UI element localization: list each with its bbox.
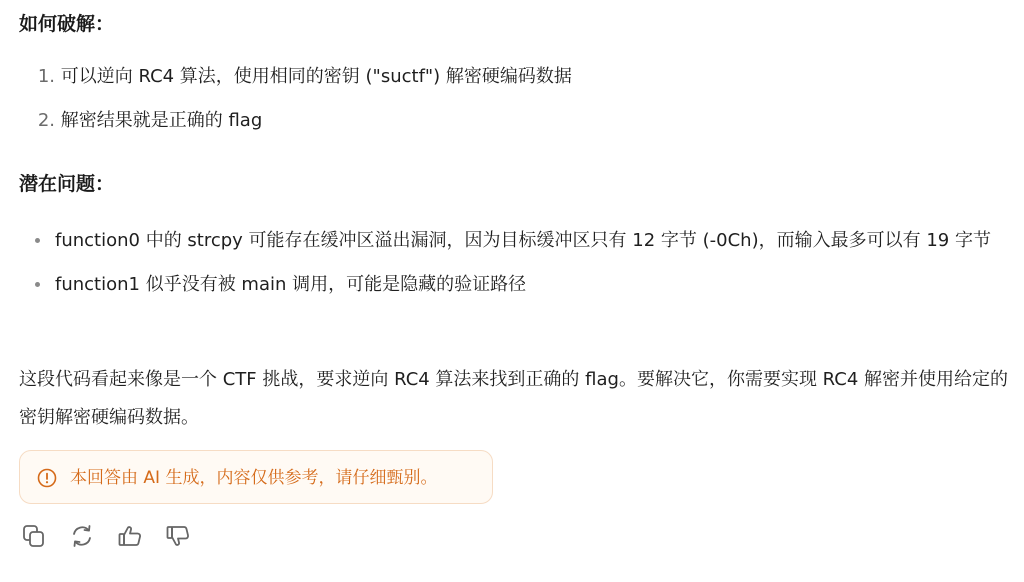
bullet-dot-icon	[35, 238, 40, 243]
info-icon	[37, 468, 57, 488]
list-number: 1.	[37, 66, 55, 87]
crack-steps-list	[19, 60, 572, 148]
list-item	[19, 266, 1019, 304]
list-text: function1 似乎没有被 main 调用，可能是隐藏的验证路径	[55, 274, 527, 295]
list-item	[19, 104, 572, 148]
list-text: function0 中的 strcpy 可能存在缓冲区溢出漏洞，因为目标缓冲区只有 12 字节 (-0Ch)，而输入最多可以有 19 字节	[55, 230, 991, 251]
like-button[interactable]	[117, 522, 143, 550]
thumbs-down-icon	[165, 522, 191, 550]
list-item	[19, 60, 572, 104]
refresh-icon	[69, 522, 95, 550]
bullet-dot-icon	[35, 282, 40, 287]
copy-button[interactable]	[21, 522, 47, 550]
issues-list	[19, 222, 1019, 310]
regenerate-button[interactable]	[69, 522, 95, 550]
dislike-button[interactable]	[165, 522, 191, 550]
section-heading-crack: 如何破解：	[19, 13, 115, 35]
list-text: 解密结果就是正确的 flag	[60, 110, 263, 131]
thumbs-up-icon	[117, 522, 143, 550]
list-text: 可以逆向 RC4 算法，使用相同的密钥 ("suctf") 解密硬编码数据	[60, 66, 572, 87]
copy-icon	[21, 522, 47, 550]
ai-disclaimer-notice	[19, 450, 493, 504]
summary-paragraph: 这段代码看起来像是一个 CTF 挑战，要求逆向 RC4 算法来找到正确的 flag。要解决它，你需要实现 RC4 解密并使用给定的密钥解密硬编码数据。	[19, 369, 1009, 428]
notice-text: 本回答由 AI 生成，内容仅供参考，请仔细甄别。	[70, 468, 438, 488]
list-number: 2.	[37, 110, 55, 131]
section-heading-issues: 潜在问题：	[19, 173, 115, 195]
list-item	[19, 222, 1019, 260]
